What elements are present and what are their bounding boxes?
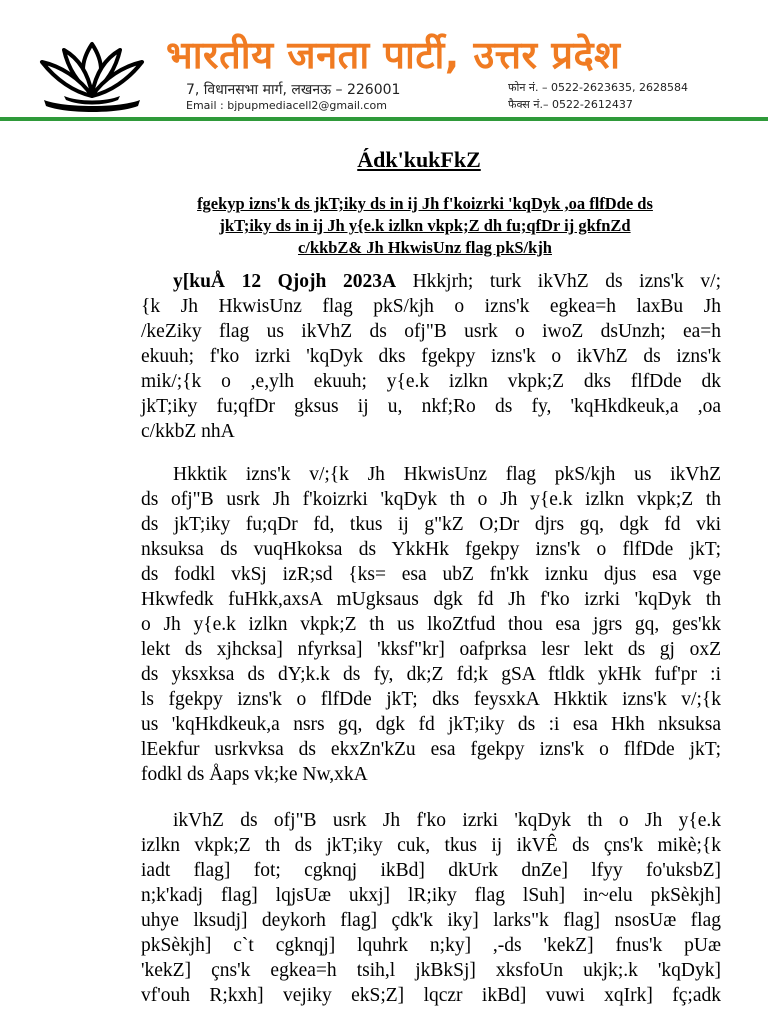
- paragraph-line: lekt ds xjhcksa] nfyrksa] 'kksf"kr] oafprksa lesr lekt ds gj oxZ: [141, 639, 721, 660]
- paragraph-3: [141, 808, 721, 1008]
- paragraph-line: pkSèkjh] c`t cgknqj] lquhrk n;ky] ,-ds 'kekZ] fnus'k pUæ: [141, 935, 721, 956]
- paragraph-text: Hkkjrh; turk ikVhZ ds izns'k v/;: [412, 271, 721, 292]
- paragraph-line: ds fodkl vkSj izR;sd {ks= esa ubZ fn'kk iznku djus esa vge: [141, 564, 721, 585]
- paragraph-line: nksuksa ds vuqHkoksa ds YkkHk fgekpy izns'k o flfDde jkT;: [141, 539, 721, 560]
- paragraph-line: fodkl ds Åaps vk;ke Nw,xkA: [141, 764, 368, 785]
- paragraph-line: iadt flag] fot; cgknqj ikBd] dkUrk dnZe] lfyy fo'uksbZ]: [141, 860, 721, 881]
- paragraph-line: ekuuh; f'ko izrki 'kqDyk dks fgekpy izns'k o ikVhZ ds izns'k: [141, 346, 721, 367]
- party-name: भारतीय जनता पार्टी, उत्तर प्रदेश: [166, 33, 621, 77]
- subtitle-line: fgekyp izns'k ds jkT;iky ds in ij Jh f'koizrki 'kqDyk ,oa flfDde ds: [197, 194, 653, 213]
- bjp-lotus-logo: [34, 38, 150, 114]
- paragraph-line: ikVhZ ds ofj"B usrk Jh f'ko izrki 'kqDyk th o Jh y{e.k: [173, 810, 721, 831]
- paragraph-line: Hkwfedk fuHkk,axsA mUgksaus dgk fd Jh f'ko izrki 'kqDyk th: [141, 589, 721, 610]
- paragraph-line: ls fgekpy izns'k o flfDde jkT; dks feysxkA Hkktik izns'k v/;{k: [141, 689, 721, 710]
- document-title: Ádk'kukFkZ: [357, 147, 481, 172]
- paragraph-line: ds yksxksa ds dY;k.k ds fy, dk;Z fd;k gSA ftldk ykHk fuf'pr :i: [141, 664, 721, 685]
- paragraph-line: 'kekZ] çns'k egkea=h tsih,l jkBkSj] xksfoUn ukjk;.k 'kqDyk]: [141, 960, 721, 981]
- paragraph-line: o Jh y{e.k izlkn vkpk;Z th us lkoZtfud thou esa jgrs gq, ges'kk: [141, 614, 721, 635]
- paragraph-line: Hkktik izns'k v/;{k Jh HkwisUnz flag pkS/kjh us ikVhZ: [173, 464, 721, 485]
- paragraph-line: /keZiky flag us ikVhZ ds ofj"B usrk o iwoZ dsUnzh; ea=h: [141, 321, 721, 342]
- paragraph-line: n;k'kadj flag] lqjsUæ ukxj] lR;iky flag lSuh] in~elu pkSèkjh]: [141, 885, 721, 906]
- document-subtitle: [130, 193, 720, 259]
- paragraph-2: [141, 462, 721, 787]
- subtitle-line: c/kkbZ& Jh HkwisUnz flag pkS/kjh: [297, 238, 552, 257]
- paragraph-line: c/kkbZ nhA: [141, 421, 235, 442]
- paragraph-line: vf'ouh R;kxh] vejiky ekS;Z] lqczr ikBd] vuwi xqIrk] fç;adk: [141, 985, 721, 1006]
- paragraph-line: ds jkT;iky fu;qDr fd, tkus ij g"kZ O;Dr djrs gq, dgk fd vki: [141, 514, 721, 535]
- subtitle-line: jkT;iky ds in ij Jh y{e.k izlkn vkpk;Z dh fu;qfDr ij gkfnZd: [219, 216, 631, 235]
- paragraph-line: izlkn vkpk;Z th ds jkT;iky cuk, tkus ij ikVÊ ds çns'k mikè;{k: [141, 835, 721, 856]
- paragraph-line: ds ofj"B usrk Jh f'koizrki 'kqDyk th o Jh y{e.k izlkn vkpk;Z th: [141, 489, 721, 510]
- phone-line: फोन नं. – 0522-2623635, 2628584: [508, 81, 688, 94]
- letterhead: [0, 0, 768, 122]
- paragraph-line: {k Jh HkwisUnz flag pkS/kjh o izns'k egkea=h laxBu Jh: [141, 296, 721, 317]
- fax-line: फैक्स नं.– 0522-2612437: [508, 98, 633, 111]
- header-divider: [0, 117, 768, 121]
- dateline: y[kuÅ 12 Qjojh 2023A: [173, 271, 397, 292]
- email-line: Email : bjpupmediacell2@gmail.com: [186, 99, 387, 112]
- paragraph-line: mik/;{k o ,e,ylh ekuuh; y{e.k izlkn vkpk;Z dks flfDde dk: [141, 371, 721, 392]
- paragraph-line: us 'kqHkdkeuk,a nsrs gq, dgk fd jkT;iky ds :i esa Hkh nksuksa: [141, 714, 721, 735]
- paragraph-line: jkT;iky fu;qfDr gksus ij u, nkf;Ro ds fy, 'kqHkdkeuk,a ,oa: [141, 396, 721, 417]
- paragraph-1: [141, 269, 721, 444]
- office-address: 7, विधानसभा मार्ग, लखनऊ – 226001: [186, 82, 401, 98]
- paragraph-line: [141, 269, 721, 294]
- paragraph-line: uhye lksudj] deykorh flag] çdk'k iky] larks"k flag] nsosUæ flag: [141, 910, 721, 931]
- paragraph-line: lEekfur usrkvksa ds ekxZn'kZu esa fgekpy izns'k o flfDde jkT;: [141, 739, 721, 760]
